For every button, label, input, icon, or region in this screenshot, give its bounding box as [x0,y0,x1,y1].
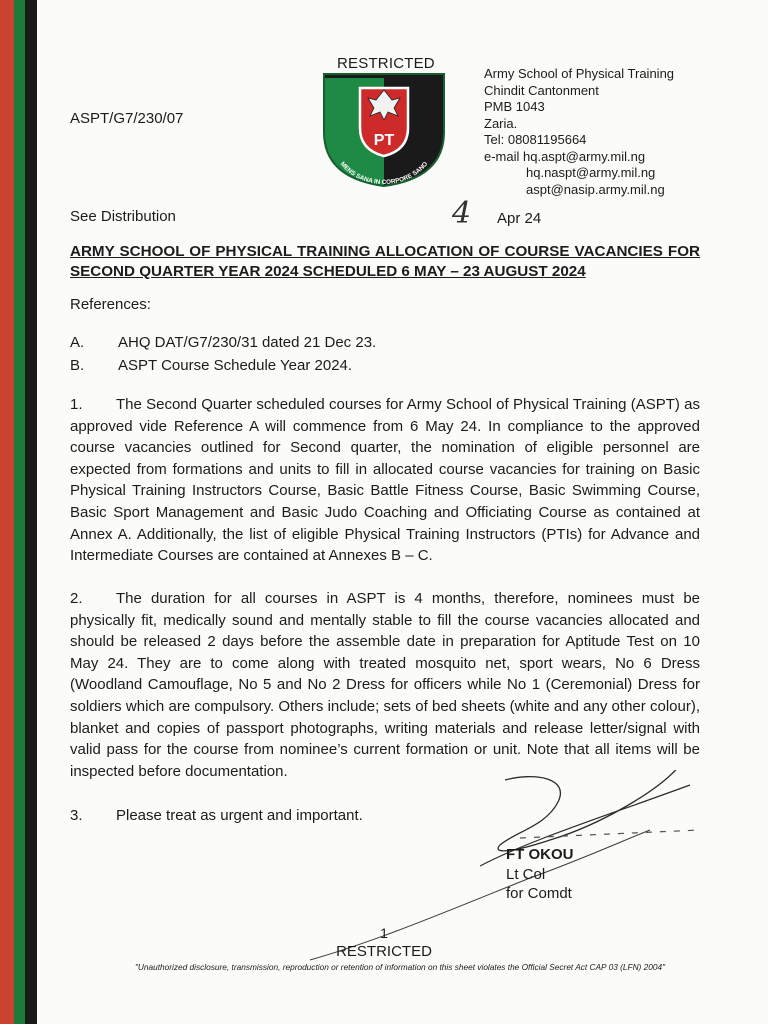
address-line: Army School of Physical Training [484,66,675,81]
reference-item [70,357,352,374]
classification-bottom: RESTRICTED [336,943,432,960]
paragraph-number: 3. [70,807,83,824]
paragraph-text: Please treat as urgent and important. [116,807,363,824]
signatory-name: FT OKOU [506,846,574,863]
paragraph-text: The duration for all courses in ASPT is 4 months, therefore, nominees must be physically fit, medically sound and mentally stable to fill the course vacancies allocated and should be released 2 days before the assemble date in preparation for Aptitude Test on 10 May 24. They are to come along with treated mosquito net, sport wears, No 6 Dress (Woodland Camouflage, No 5 and No 2 Dress for officers while No 1 (Ceremonial) Dress for soldiers which are compulsory. Others include; sets of bed sheets (white and any other colour), blanket and copies of passport photographs, writing materials and release letter/signal with valid pass for the course from nominee’s current formation or unit. Note that all items will be inspected before documentation. [70,590,700,780]
signatory-rank: Lt Col [506,866,546,883]
crest-emblem [320,70,448,188]
border-stripe-green [14,0,25,1024]
document-title: ARMY SCHOOL OF PHYSICAL TRAINING ALLOCATION OF COURSE VACANCIES FOR SECOND QUARTER YEAR 2024 SCHEDULED 6 MAY – 23 AUGUST 2024 [70,243,700,280]
date-day-handwritten: 4 [452,196,472,231]
paragraph-text: The Second Quarter scheduled courses for Army School of Physical Training (ASPT) as approved vide Reference A will commence from 6 May 24. In compliance to the approved course vacancies outlined for Second quarter, the nomination of eligible personnel are expected from formations and units to fill in allocated course vacancies for training on Basic Physical Training Instructors Course, Basic Battle Fitness Course, Basic Swimming Course, Basic Sport Management and Basic Judo Coaching and Officiating Course as contained at Annex A. Additionally, the list of eligible Physical Training Instructors (PTIs) for Advance and Intermediate Courses are contained at Annexes B – C. [70,396,700,565]
reference-text: ASPT Course Schedule Year 2024. [118,357,353,374]
reference-letter: B. [70,357,85,374]
paragraph-1 [70,394,700,567]
paragraph-number: 1. [70,396,83,413]
address-line: PMB 1043 [484,99,545,114]
classification-top: RESTRICTED [337,55,435,72]
signatory-role: for Comdt [506,885,572,902]
footer-disclaimer: "Unauthorized disclosure, transmission, reproduction or retention of information on this sheet violates the Official Secret Act CAP 03 (LFN) 2004" [134,962,666,972]
address-block [484,66,674,198]
document-reference: ASPT/G7/230/07 [70,110,184,127]
distribution-line: See Distribution [70,208,176,225]
address-line: e-mail hq.aspt@army.mil.ng [484,148,646,164]
address-line: Zaria. [484,115,518,131]
page-number: 1 [380,925,388,941]
date-month-year: Apr 24 [497,210,542,227]
reference-text: AHQ DAT/G7/230/31 dated 21 Dec 23. [118,334,377,351]
address-email: aspt@nasip.army.mil.ng [526,181,665,197]
references-heading: References: [70,296,151,313]
border-stripe-red [0,0,14,1024]
crest-letters: PT [373,132,395,149]
paragraph-2 [70,588,700,782]
paragraph-number: 2. [70,590,83,607]
address-email: hq.naspt@army.mil.ng [526,165,656,180]
address-line: Chindit Cantonment [484,82,599,98]
reference-letter: A. [70,334,85,351]
address-line: Tel: 08081195664 [484,132,587,147]
crest-motto: MENS SANA IN CORPORE SANO [338,160,430,187]
signatory-details [506,865,572,903]
border-stripe-black [25,0,37,1024]
reference-item [70,334,376,351]
